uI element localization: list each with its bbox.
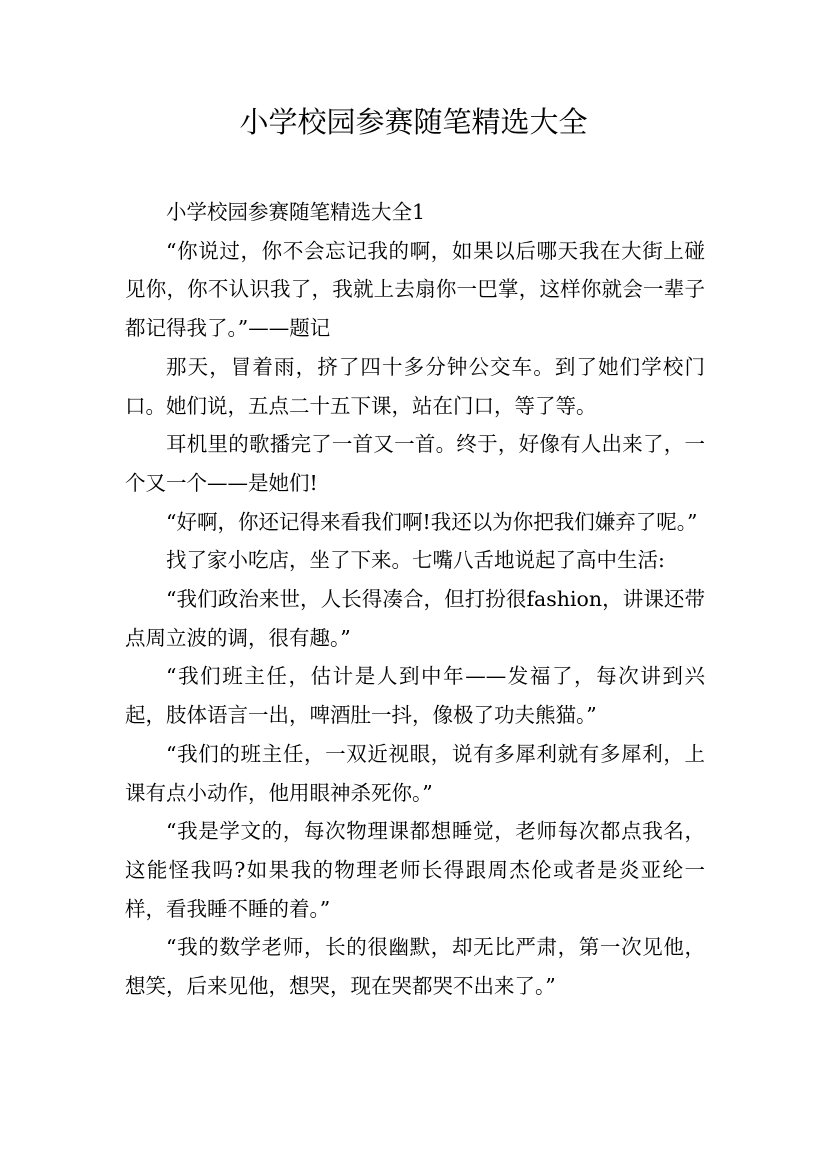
document-title: 小学校园参赛随笔精选大全 bbox=[239, 105, 588, 139]
paragraph: “我们政治来世，人长得凑合，但打扮很fashion，讲课还带点周立波的调，很有趣。” bbox=[125, 587, 705, 650]
paragraph: “我的数学老师，长的很幽默，却无比严肃，第一次见他，想笑，后来见他，想哭，现在哭都哭不出来了。” bbox=[125, 935, 705, 999]
paragraph: “我们班主任，估计是人到中年——发福了，每次讲到兴起，肢体语言一出，啤酒肚一抖，像极了功夫熊猫。” bbox=[125, 664, 705, 728]
paragraph: “你说过，你不会忘记我的啊，如果以后哪天我在大街上碰见你，你不认识我了，我就上去扇你一巴掌，这样你就会一辈子都记得我了。”——题记 bbox=[125, 238, 705, 341]
paragraph: “我们的班主任，一双近视眼，说有多犀利就有多犀利，上课有点小动作，他用眼神杀死你。” bbox=[125, 741, 705, 805]
section-heading: 小学校园参赛随笔精选大全1 bbox=[166, 200, 426, 224]
document-body bbox=[125, 193, 705, 1006]
paragraph: 找了家小吃店，坐了下来。七嘴八舌地说起了高中生活: bbox=[166, 548, 665, 573]
paragraph: 那天，冒着雨，挤了四十多分钟公交车。到了她们学校门口。她们说，五点二十五下课，站在门口，等了等。 bbox=[125, 354, 705, 418]
paragraph: “我是学文的，每次物理课都想睡觉，老师每次都点我名，这能怪我吗?如果我的物理老师长得跟周杰伦或者是炎亚纶一样，看我睡不睡的着。” bbox=[125, 819, 705, 921]
paragraph: 耳机里的歌播完了一首又一首。终于，好像有人出来了，一个又一个——是她们! bbox=[125, 432, 705, 495]
paragraph: “好啊，你还记得来看我们啊!我还以为你把我们嫌弃了呢。” bbox=[166, 509, 698, 534]
